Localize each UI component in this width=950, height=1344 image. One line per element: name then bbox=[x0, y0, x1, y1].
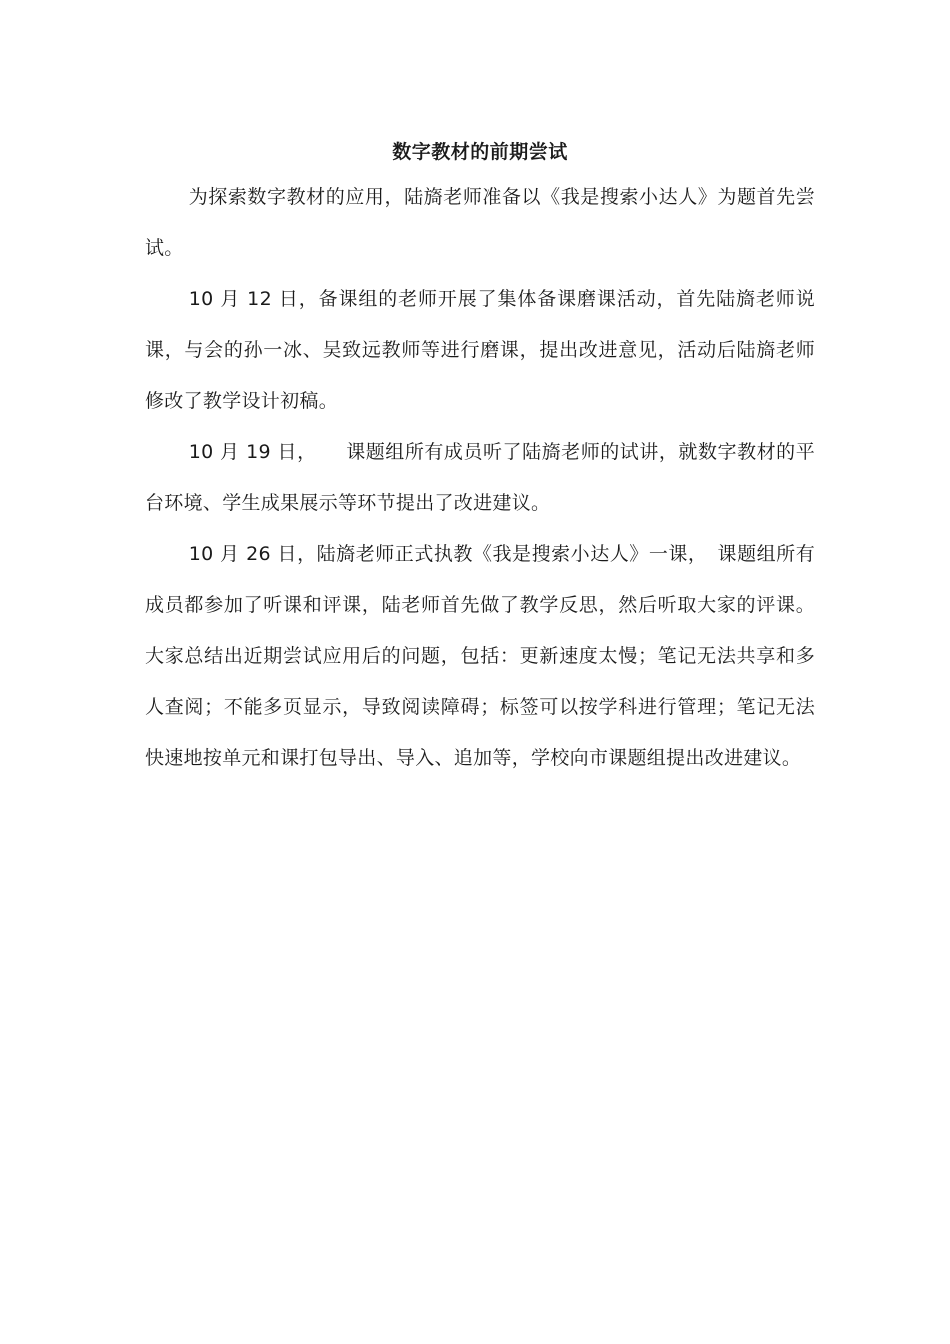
document-title: 数字教材的前期尝试 bbox=[392, 141, 568, 163]
document-body bbox=[145, 134, 815, 784]
paragraph-oct-12: 10 月 12 日，备课组的老师开展了集体备课磨课活动，首先陆旖老师说课，与会的孙一冰、吴致远教师等进行磨课，提出改进意见，活动后陆旖老师修改了教学设计初稿。 bbox=[145, 288, 815, 412]
paragraph-oct-19: 10 月 19 日， 课题组所有成员听了陆旖老师的试讲，就数字教材的平台环境、学生成果展示等环节提出了改进建议。 bbox=[145, 441, 815, 514]
paragraph-intro: 为探索数字教材的应用，陆旖老师准备以《我是搜索小达人》为题首先尝试。 bbox=[145, 186, 815, 259]
paragraph-oct-26: 10 月 26 日，陆旖老师正式执教《我是搜索小达人》一课， 课题组所有成员都参加了听课和评课，陆老师首先做了教学反思，然后听取大家的评课。大家总结出近期尝试应用后的问题，包括：更新速度太慢；笔记无法共享和多人查阅；不能多页显示，导致阅读障碍；标签可以按学科进行管理；笔记无法快速地按单元和课打包导出、导入、追加等，学校向市课题组提出改进建议。 bbox=[145, 543, 815, 769]
